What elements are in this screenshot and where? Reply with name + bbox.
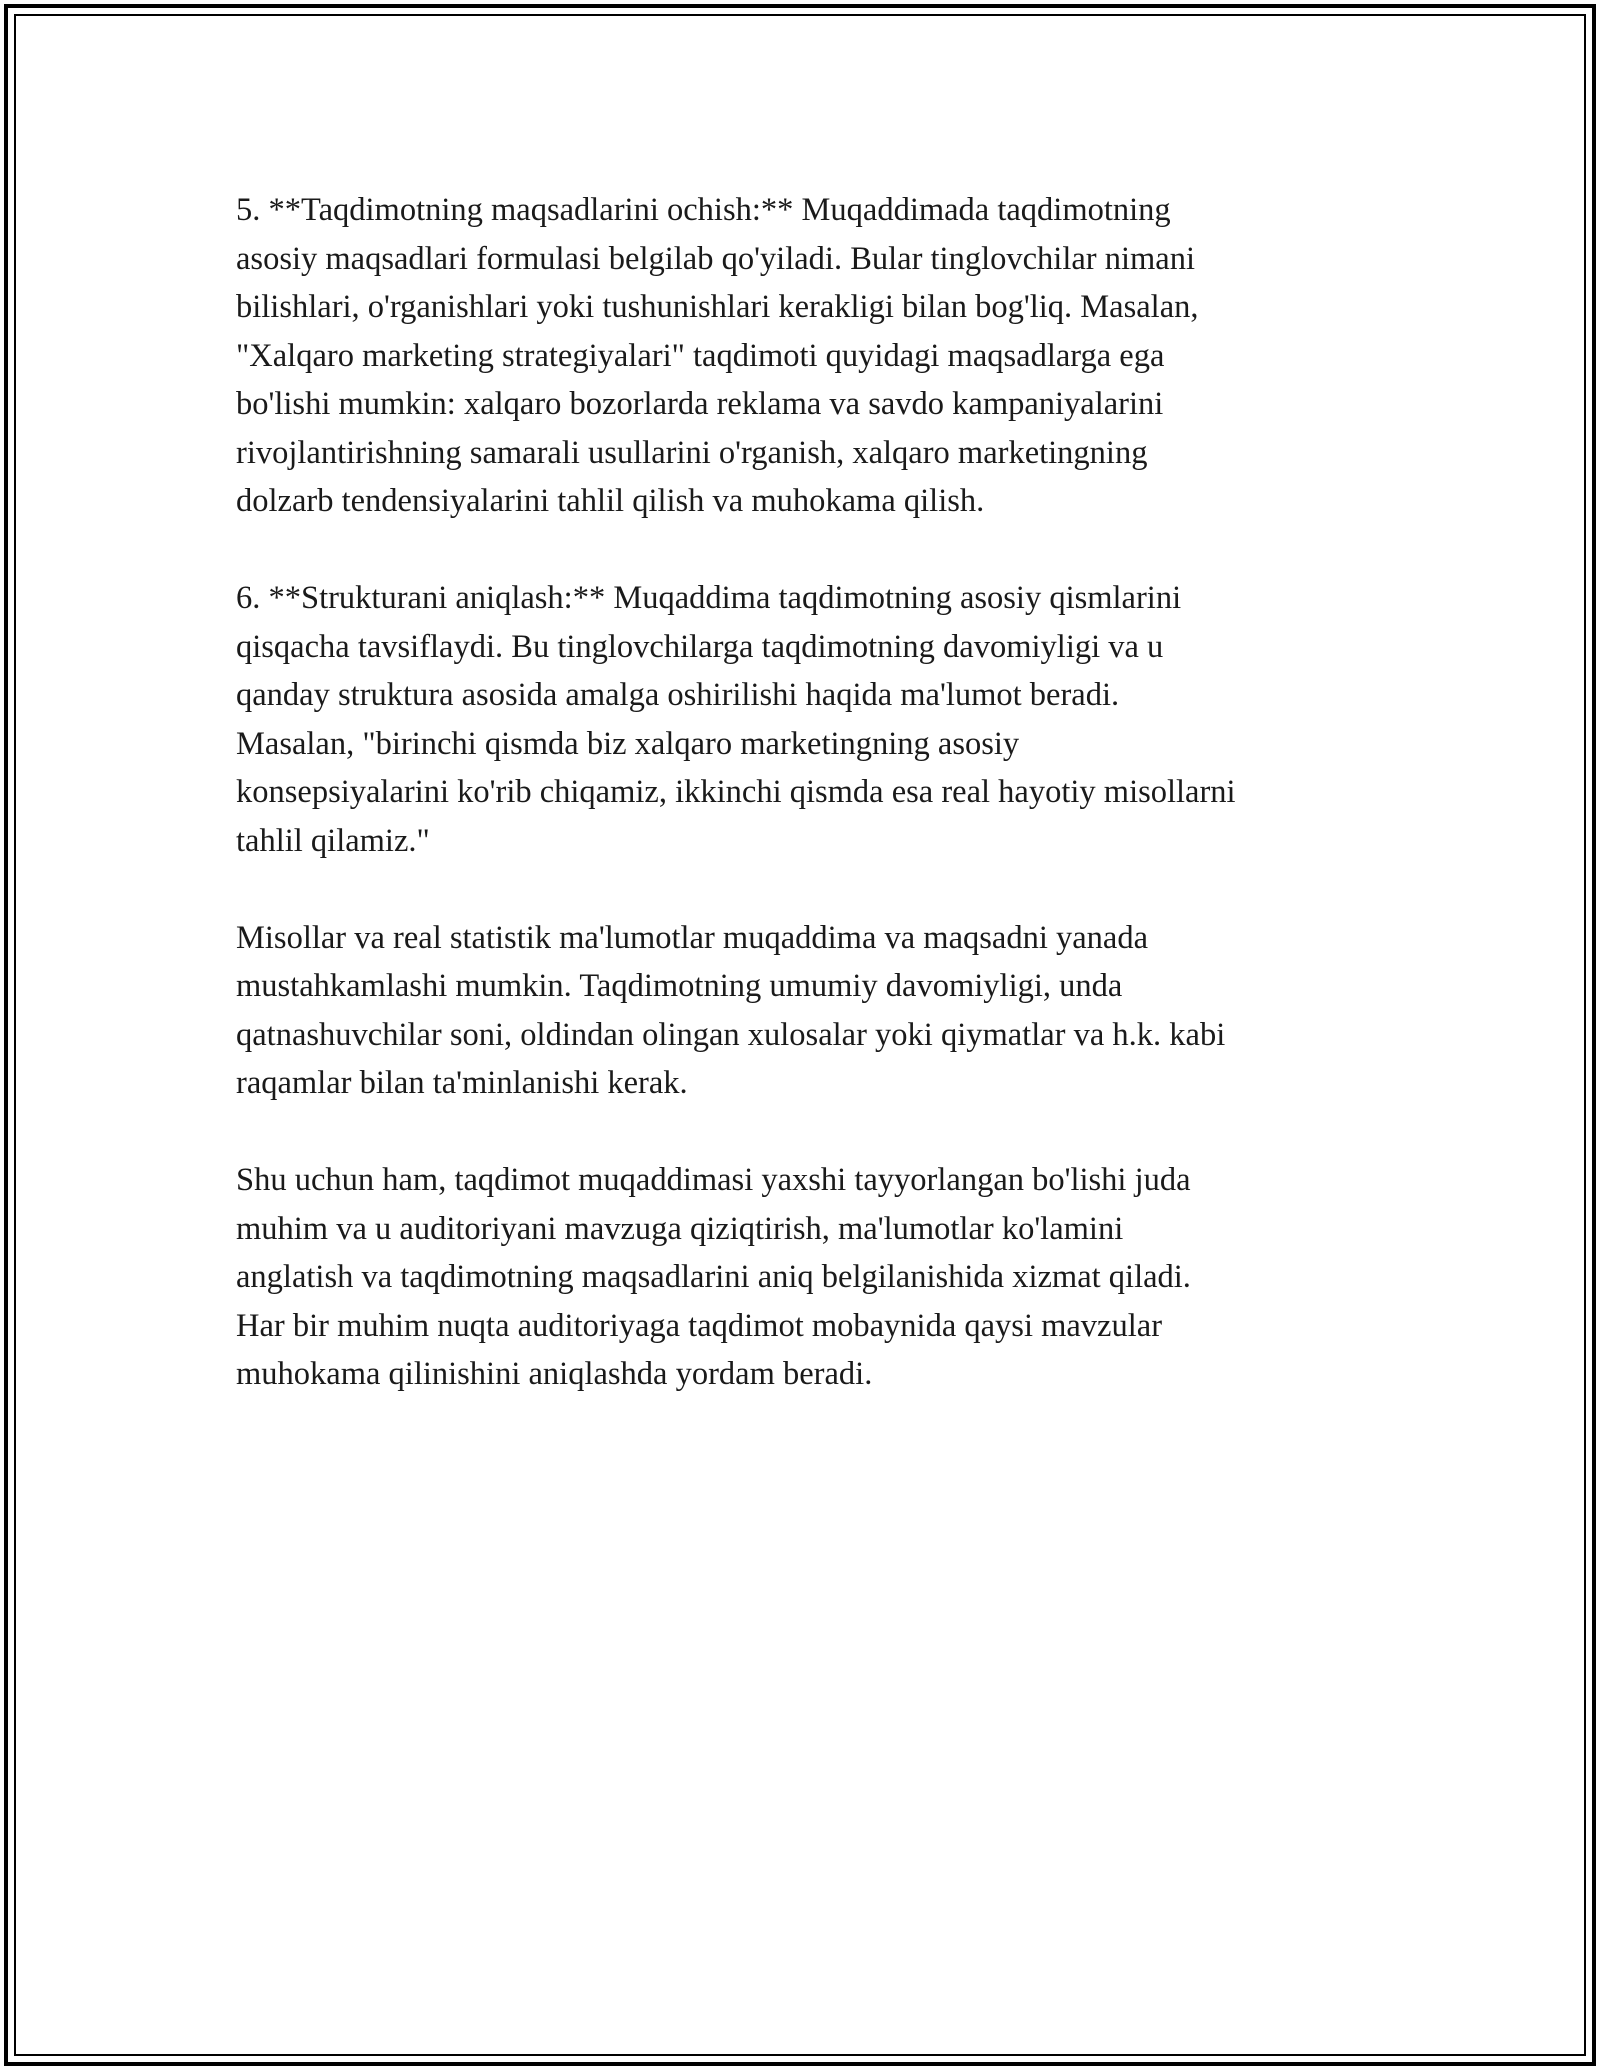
paragraph-objectives: 5. **Taqdimotning maqsadlarini ochish:** Muqaddimada taqdimotning asosiy maqsadlari formulasi belgilab qo'yiladi. Bular tinglovchilar nimani bilishlari, o'rganishlari yoki tushunishlari kerakligi bilan bog'liq. Masalan, "Xalqaro marketing strategiyalari" taqdimoti quyidagi maqsadlarga ega bo'lishi mumkin: xalqaro bozorlarda reklama va savdo kampaniyalarini rivojlantirishning samarali usullarini o'rganish, xalqaro marketingning dolzarb tendensiyalarini tahlil qilish va muhokama qilish. <box>236 192 1199 519</box>
paragraph-conclusion: Shu uchun ham, taqdimot muqaddimasi yaxshi tayyorlangan bo'lishi juda muhim va u auditoriyani mavzuga qiziqtirish, ma'lumotlar ko'lamini anglatish va taqdimotning maqsadlarini aniq belgilanishida xizmat qiladi. Har bir muhim nuqta auditoriyaga taqdimot mobaynida qaysi mavzular muhokama qilinishini aniqlashda yordam beradi. <box>236 1162 1191 1392</box>
paragraph-structure: 6. **Strukturani aniqlash:** Muqaddima taqdimotning asosiy qismlarini qisqacha tavsiflaydi. Bu tinglovchilarga taqdimotning davomiyligi va u qanday struktura asosida amalga oshirilishi haqida ma'lumot beradi. Masalan, "birinchi qismda biz xalqaro marketingning asosiy konsepsiyalarini ko'rib chiqamiz, ikkinchi qismda esa real hayotiy misollarni tahlil qilamiz." <box>236 580 1236 859</box>
document-body <box>236 186 1396 1447</box>
paragraph-examples: Misollar va real statistik ma'lumotlar muqaddima va maqsadni yanada mustahkamlashi mumkin. Taqdimotning umumiy davomiyligi, unda qatnashuvchilar soni, oldindan olingan xulosalar yoki qiymatlar va h.k. kabi raqamlar bilan ta'minlanishi kerak. <box>236 919 1226 1101</box>
